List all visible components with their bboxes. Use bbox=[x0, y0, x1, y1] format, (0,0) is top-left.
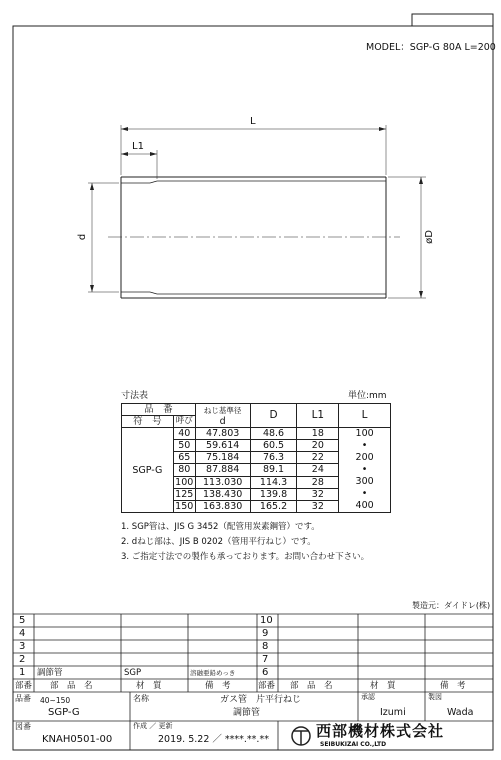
table-row: 125 bbox=[175, 488, 194, 500]
cell-d: 75.184 bbox=[195, 452, 250, 464]
company-logo-icon bbox=[292, 727, 310, 745]
header-thread-diameter: ねじ基準径 d bbox=[195, 404, 250, 428]
maker-label: 製造元：ダイドレ(株) bbox=[412, 601, 491, 610]
cell-D: 114.3 bbox=[250, 476, 297, 488]
header-D: D bbox=[250, 404, 297, 428]
drawn-value: Wada bbox=[447, 707, 474, 718]
name-label: 名称 bbox=[133, 694, 149, 703]
dim-L1-label: L1 bbox=[132, 141, 144, 152]
header-note: 備 考 bbox=[205, 681, 231, 691]
header-part-no-2: 部番 bbox=[258, 681, 276, 691]
cell-L1: 32 bbox=[297, 500, 339, 512]
part-no-2: 2 bbox=[19, 654, 26, 665]
part1-note: 溶融亜鉛めっき bbox=[190, 669, 236, 677]
part-no-8: 8 bbox=[262, 641, 269, 652]
dim-d-label: d bbox=[77, 233, 89, 241]
drawing-no: KNAH0501-00 bbox=[42, 734, 113, 745]
table-row: 100 bbox=[175, 476, 194, 488]
approval-value: Izumi bbox=[380, 707, 406, 718]
header-part-name-2: 部 品 名 bbox=[290, 681, 333, 691]
header-part-name: 部 品 名 bbox=[50, 681, 93, 691]
cell-d: 59.614 bbox=[195, 440, 250, 452]
L-values-cell: 100 • 200 • 300 • 400 bbox=[339, 428, 391, 513]
cell-D: 48.6 bbox=[250, 428, 297, 440]
cell-D: 60.5 bbox=[250, 440, 297, 452]
date-label: 作成 ／ 更新 bbox=[133, 722, 173, 730]
note-2: 2. dねじ部は、JIS B 0202（管用平行ねじ）です。 bbox=[121, 537, 316, 547]
header-nominal: 呼び bbox=[173, 416, 195, 428]
part-no-9: 9 bbox=[262, 628, 269, 639]
dimension-table bbox=[121, 403, 391, 513]
cell-d: 113.030 bbox=[195, 476, 250, 488]
hinban-value: SGP-G bbox=[48, 707, 80, 718]
cell-L1: 20 bbox=[297, 440, 339, 452]
table-caption: 寸法表 bbox=[121, 391, 149, 401]
part-no-1: 1 bbox=[19, 667, 26, 678]
name-line2: 調節管 bbox=[233, 708, 261, 718]
drawn-label: 製図 bbox=[428, 693, 442, 701]
table-row: 50 bbox=[173, 440, 195, 452]
cell-d: 47.803 bbox=[195, 428, 250, 440]
approval-label: 承認 bbox=[361, 693, 375, 701]
cell-L1: 18 bbox=[297, 428, 339, 440]
part-no-3: 3 bbox=[19, 641, 26, 652]
part-no-10: 10 bbox=[260, 615, 273, 626]
cell-L1: 22 bbox=[297, 452, 339, 464]
symbol-cell: SGP-G bbox=[122, 428, 174, 513]
cell-D: 76.3 bbox=[250, 452, 297, 464]
part1-material: SGP bbox=[124, 668, 142, 678]
cell-d: 87.884 bbox=[195, 464, 250, 476]
cell-D: 165.2 bbox=[250, 500, 297, 512]
table-unit: 単位:mm bbox=[348, 391, 387, 401]
table-row: 150 bbox=[175, 500, 194, 512]
cell-L1: 32 bbox=[297, 488, 339, 500]
model-label: MODEL：SGP-G 80A L=200 bbox=[366, 42, 496, 53]
part1-name: 調節管 bbox=[37, 668, 63, 678]
cell-D: 139.8 bbox=[250, 488, 297, 500]
company-name-en: SEIBUKIZAI CO.,LTD bbox=[320, 741, 387, 748]
table-row: 40 bbox=[173, 428, 195, 440]
drawing-no-label: 図番 bbox=[15, 722, 31, 731]
cell-D: 89.1 bbox=[250, 464, 297, 476]
part-no-7: 7 bbox=[262, 654, 269, 665]
note-3: 3. ご指定寸法での製作も承っております。お問い合わせ下さい。 bbox=[121, 552, 370, 562]
hinban-range: 40~150 bbox=[40, 696, 71, 705]
date-value: 2019. 5.22 ／ ****.**.** bbox=[158, 734, 269, 745]
header-L: L bbox=[339, 404, 391, 428]
header-L1: L1 bbox=[297, 404, 339, 428]
header-material: 材 質 bbox=[136, 681, 162, 691]
header-hinban: 品 番 bbox=[122, 404, 196, 416]
name-line1: ガス管 片平行ねじ bbox=[220, 695, 302, 705]
note-1: 1. SGP管は、JIS G 3452（配管用炭素鋼管）です。 bbox=[121, 522, 320, 532]
table-row: 80 bbox=[173, 464, 195, 476]
part-no-6: 6 bbox=[262, 667, 269, 678]
header-symbol: 符 号 bbox=[122, 416, 174, 428]
cell-L1: 28 bbox=[297, 476, 339, 488]
cell-d: 163.830 bbox=[195, 500, 250, 512]
cell-L1: 24 bbox=[297, 464, 339, 476]
part-no-4: 4 bbox=[19, 628, 26, 639]
dim-L-label: L bbox=[250, 116, 256, 127]
company-name: 西部機材株式会社 bbox=[316, 722, 445, 740]
part-no-5: 5 bbox=[19, 615, 26, 626]
header-part-no: 部番 bbox=[15, 681, 33, 691]
table-row: 65 bbox=[173, 452, 195, 464]
cell-d: 138.430 bbox=[195, 488, 250, 500]
header-material-2: 材 質 bbox=[370, 681, 396, 691]
dim-D-label: øD bbox=[423, 230, 435, 244]
hinban-label: 品番 bbox=[15, 694, 31, 703]
header-note-2: 備 考 bbox=[440, 681, 466, 691]
